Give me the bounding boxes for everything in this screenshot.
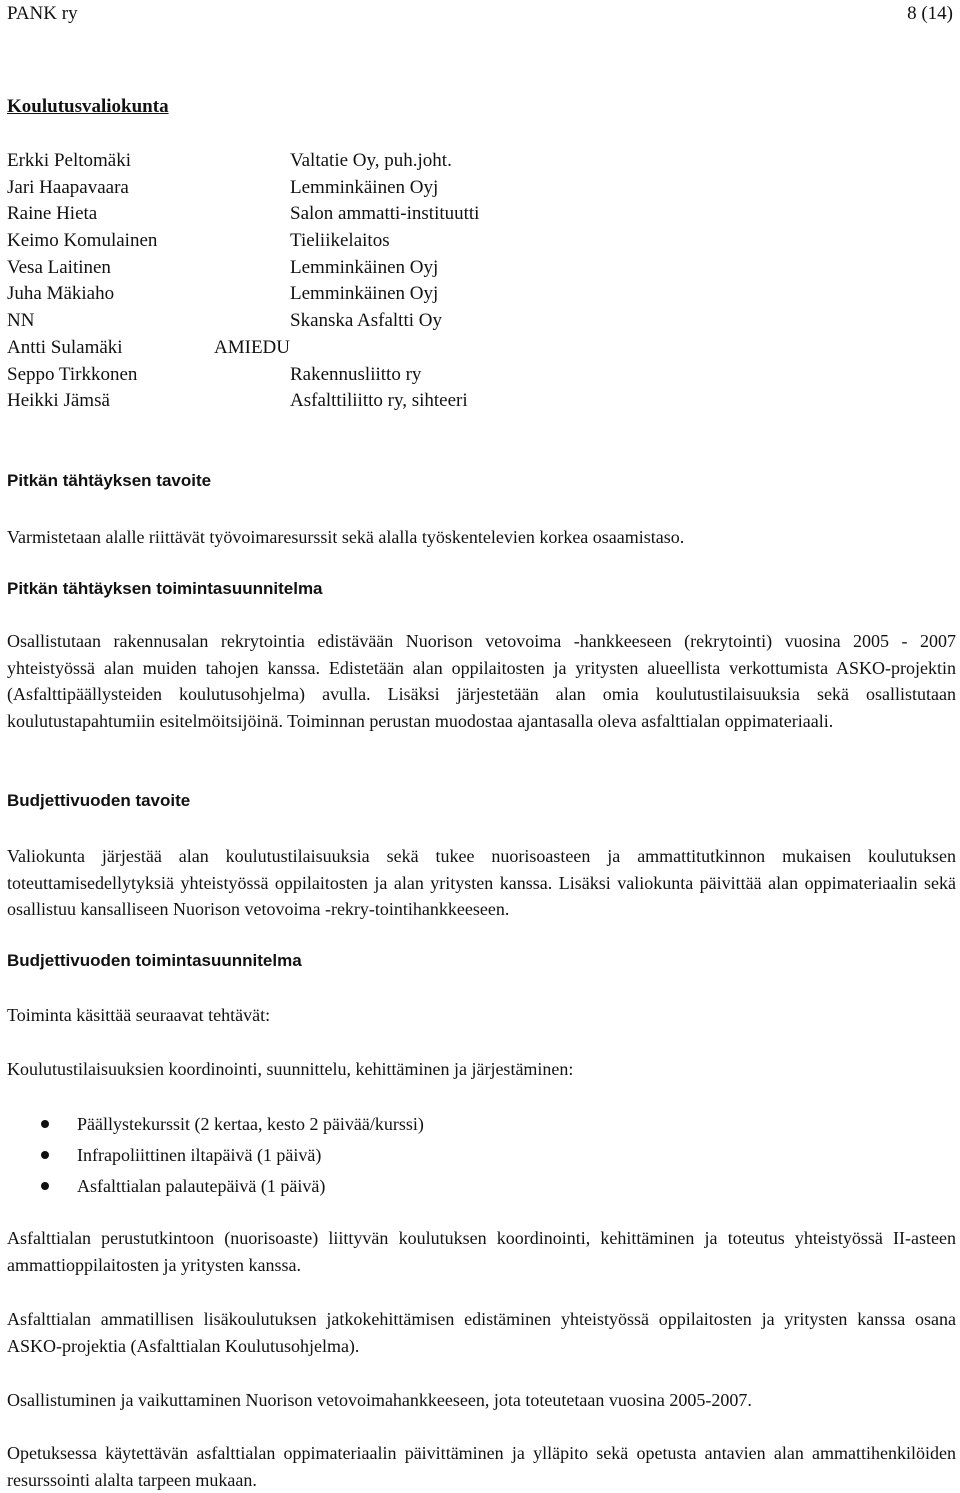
member-name: Jari Haapavaara [7,176,129,198]
section-title: Koulutusvaliokunta [7,96,169,117]
budget-plan-paragraph: Osallistuminen ja vaikuttaminen Nuorison vetovoimahankkeeseen, jota toteutetaan vuosina 2005-2007. [7,1390,752,1410]
member-list [7,150,907,417]
member-organization: Lemminkäinen Oyj [290,256,439,278]
bullet-icon [41,1120,49,1128]
budget-goal-text: Valiokunta järjestää alan koulutustilaisuuksia sekä tukee nuorisoasteen ja ammattitutkinnon mukaisen koulutuksen toteuttamisedellytyksiä yhteistyössä oppilaitosten ja alan yritysten kanssa. Lisäksi valiokunta päivittää alan oppimateriaalin sekä osallistuu kansalliseen Nuorison vetovoima -rekry-tointihankkeeseen. [7,846,956,919]
bullet-icon [41,1151,49,1159]
member-row [7,150,907,177]
member-organization: AMIEDU [214,336,290,358]
list-item [7,1142,956,1173]
member-organization: Valtatie Oy, puh.joht. [290,150,452,171]
budget-plan-heading: Budjettivuoden toimintasuunnitelma [7,951,302,970]
member-row [7,364,907,391]
long-term-plan-text: Osallistutaan rakennusalan rekrytointia edistävään Nuorison vetovoima -hankkeeseen (rekrytointi) vuosina 2005 - 2007 yhteistyössä alan muiden tahojen kanssa. Edistetään alan oppilaitosten ja yritysten alueellista verkottumista ASKO-projektin (Asfalttipäällysteiden koulutusohjelma) avulla. Lisäksi järjestetään alan omia koulutustilaisuuksia sekä osallistutaan koulutustapahtumiin esitelmöitsijöinä. Toiminnan perustan muodostaa ajantasalla oleva asfalttialan oppimateriaali. [7,631,956,731]
member-name: NN [7,310,35,332]
member-organization: Lemminkäinen Oyj [290,176,439,198]
member-name: Seppo Tirkkonen [7,363,138,385]
budget-plan-paragraph: Asfalttialan ammatillisen lisäkoulutuksen jatkokehittämisen edistäminen yhteistyössä oppilaitosten ja yritysten kanssa osana ASKO-projektia (Asfalttialan Koulutusohjelma). [7,1309,956,1356]
member-row [7,337,907,364]
long-term-plan-heading: Pitkän tähtäyksen toimintasuunnitelma [7,579,323,598]
budget-plan-subintro: Koulutustilaisuuksien koordinointi, suunnittelu, kehittäminen ja järjestäminen: [7,1059,574,1079]
member-row [7,390,907,417]
member-row [7,177,907,204]
member-organization: Lemminkäinen Oyj [290,283,439,305]
long-term-goal-text: Varmistetaan alalle riittävät työvoimaresurssit sekä alalla työskentelevien korkea osaamistaso. [7,527,685,547]
member-name: Vesa Laitinen [7,256,111,278]
member-row [7,283,907,310]
member-name: Antti Sulamäki [7,336,123,358]
budget-plan-paragraph: Asfalttialan perustutkintoon (nuorisoaste) liittyvän koulutuksen koordinointi, kehittäminen ja toteutus yhteistyössä II-asteen ammattioppilaitosten ja yritysten kanssa. [7,1228,956,1275]
member-name: Erkki Peltomäki [7,150,132,171]
bullet-icon [41,1182,49,1190]
budget-goal-heading: Budjettivuoden tavoite [7,791,191,810]
page-number: 8 (14) [907,3,953,24]
member-organization: Tieliikelaitos [290,230,390,252]
budget-plan-intro: Toiminta käsittää seuraavat tehtävät: [7,1005,271,1025]
member-row [7,257,907,284]
list-item [7,1111,956,1142]
member-name: Juha Mäkiaho [7,283,115,305]
member-name: Keimo Komulainen [7,230,158,252]
header-org: PANK ry [7,3,78,24]
member-organization: Skanska Asfaltti Oy [290,310,442,332]
list-item-text: Päällystekurssit (2 kertaa, kesto 2 päivää/kurssi) [77,1114,424,1134]
member-row [7,203,907,230]
member-organization: Asfalttiliitto ry, sihteeri [290,390,468,412]
list-item-text: Asfalttialan palautepäivä (1 päivä) [77,1176,326,1196]
long-term-goal-heading: Pitkän tähtäyksen tavoite [7,471,212,490]
member-row [7,310,907,337]
member-row [7,230,907,257]
list-item [7,1173,956,1204]
member-name: Raine Hieta [7,203,98,225]
member-name: Heikki Jämsä [7,390,110,412]
member-organization: Salon ammatti-instituutti [290,203,480,225]
budget-plan-paragraph: Opetuksessa käytettävän asfalttialan oppimateriaalin päivittäminen ja ylläpito sekä opetusta antavien alan ammattihenkilöiden resurssointi alalta tarpeen mukaan. [7,1443,956,1490]
task-bullet-list [7,1111,956,1204]
member-organization: Rakennusliitto ry [290,363,422,385]
list-item-text: Infrapoliittinen iltapäivä (1 päivä) [77,1145,322,1165]
